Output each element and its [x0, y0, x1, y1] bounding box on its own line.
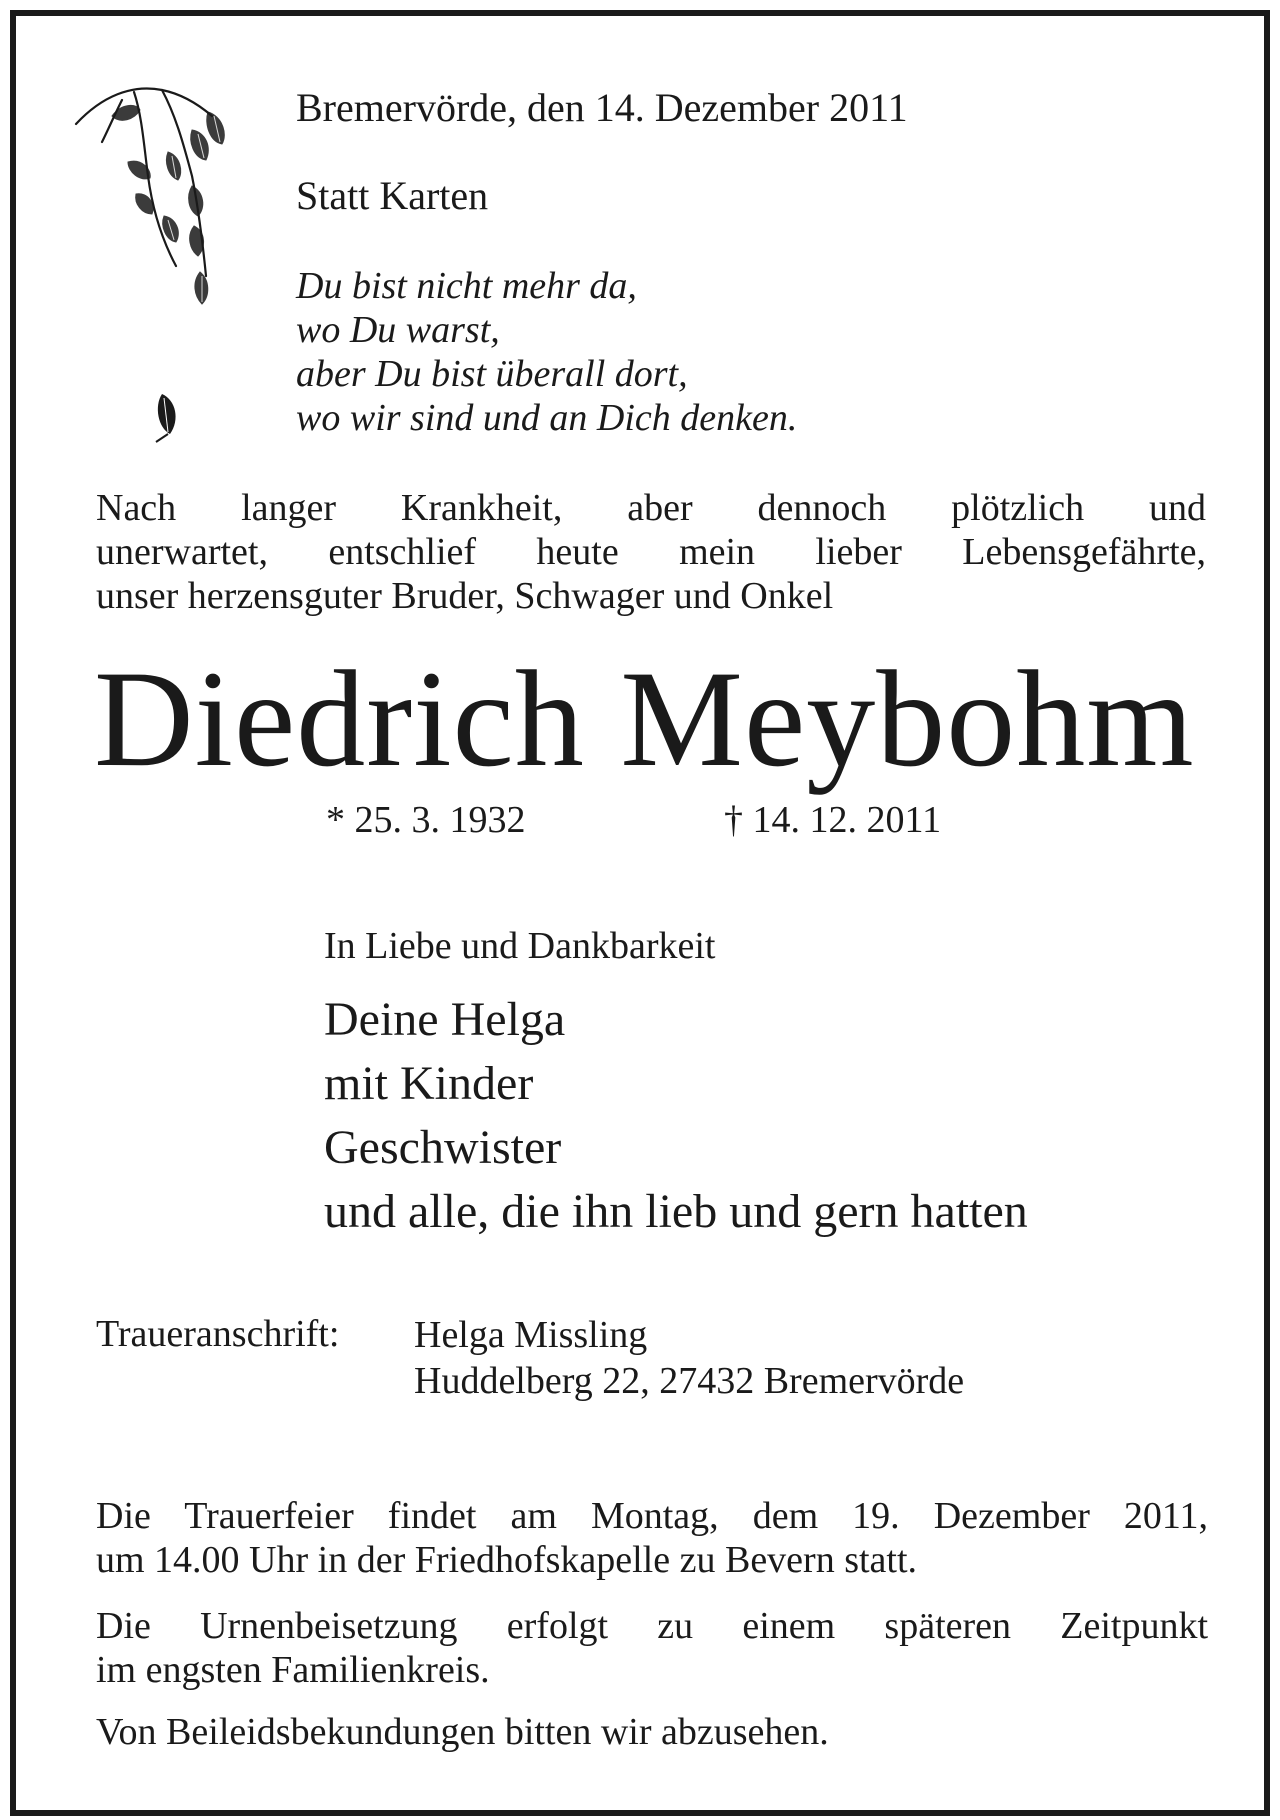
intro-line: unerwartet, entschlief heute mein lieber Lebensgefährte, — [96, 531, 1206, 573]
mourner-line: mit Kinder — [324, 1057, 534, 1110]
death-date: † 14. 12. 2011 — [724, 799, 942, 841]
poem-line: aber Du bist überall dort, — [296, 353, 688, 395]
ceremony-line: Die Trauerfeier findet am Montag, dem 19. Dezember 2011, — [96, 1495, 1208, 1537]
ceremony-line: um 14.00 Uhr in der Friedhofskapelle zu Bevern statt. — [96, 1539, 918, 1581]
memorial-poem — [296, 264, 797, 440]
address-label: Traueranschrift: — [96, 1313, 340, 1355]
burial-line: im engsten Familienkreis. — [96, 1649, 490, 1691]
poem-line: Du bist nicht mehr da, — [296, 265, 637, 307]
poem-line: wo wir sind und an Dich denken. — [296, 397, 798, 439]
birth-date: * 25. 3. 1932 — [326, 799, 526, 841]
condolences-line: Von Beileidsbekundungen bitten wir abzusehen. — [96, 1711, 829, 1753]
mourner-line: Deine Helga — [324, 993, 566, 1046]
address-name: Helga Missling — [414, 1314, 648, 1356]
mourning-address — [414, 1312, 964, 1404]
address-street-city: Huddelberg 22, 27432 Bremervörde — [414, 1360, 965, 1402]
falling-leaf-icon — [144, 390, 184, 446]
birch-branch-icon — [72, 76, 252, 326]
poem-line: wo Du warst, — [296, 309, 500, 351]
burial-notice — [96, 1604, 1208, 1692]
mourner-line: und alle, die ihn lieb und gern hatten — [324, 1185, 1028, 1238]
mourners-list — [324, 988, 1028, 1244]
place-date: Bremervörde, den 14. Dezember 2011 — [296, 85, 908, 130]
obituary-frame — [10, 10, 1270, 1816]
statt-karten: Statt Karten — [296, 173, 489, 218]
intro-line: unser herzensguter Bruder, Schwager und Onkel — [96, 575, 834, 617]
mourner-line: Geschwister — [324, 1121, 562, 1174]
intro-line: Nach langer Krankheit, aber dennoch plötzlich und — [96, 487, 1206, 529]
condolences-notice — [96, 1710, 1208, 1754]
burial-line: Die Urnenbeisetzung erfolgt zu einem späteren Zeitpunkt — [96, 1605, 1208, 1647]
deceased-name: Diedrich Meybohm — [94, 642, 1195, 795]
mourners-intro: In Liebe und Dankbarkeit — [324, 925, 716, 967]
intro-paragraph — [96, 486, 1206, 618]
ceremony-notice — [96, 1494, 1208, 1582]
